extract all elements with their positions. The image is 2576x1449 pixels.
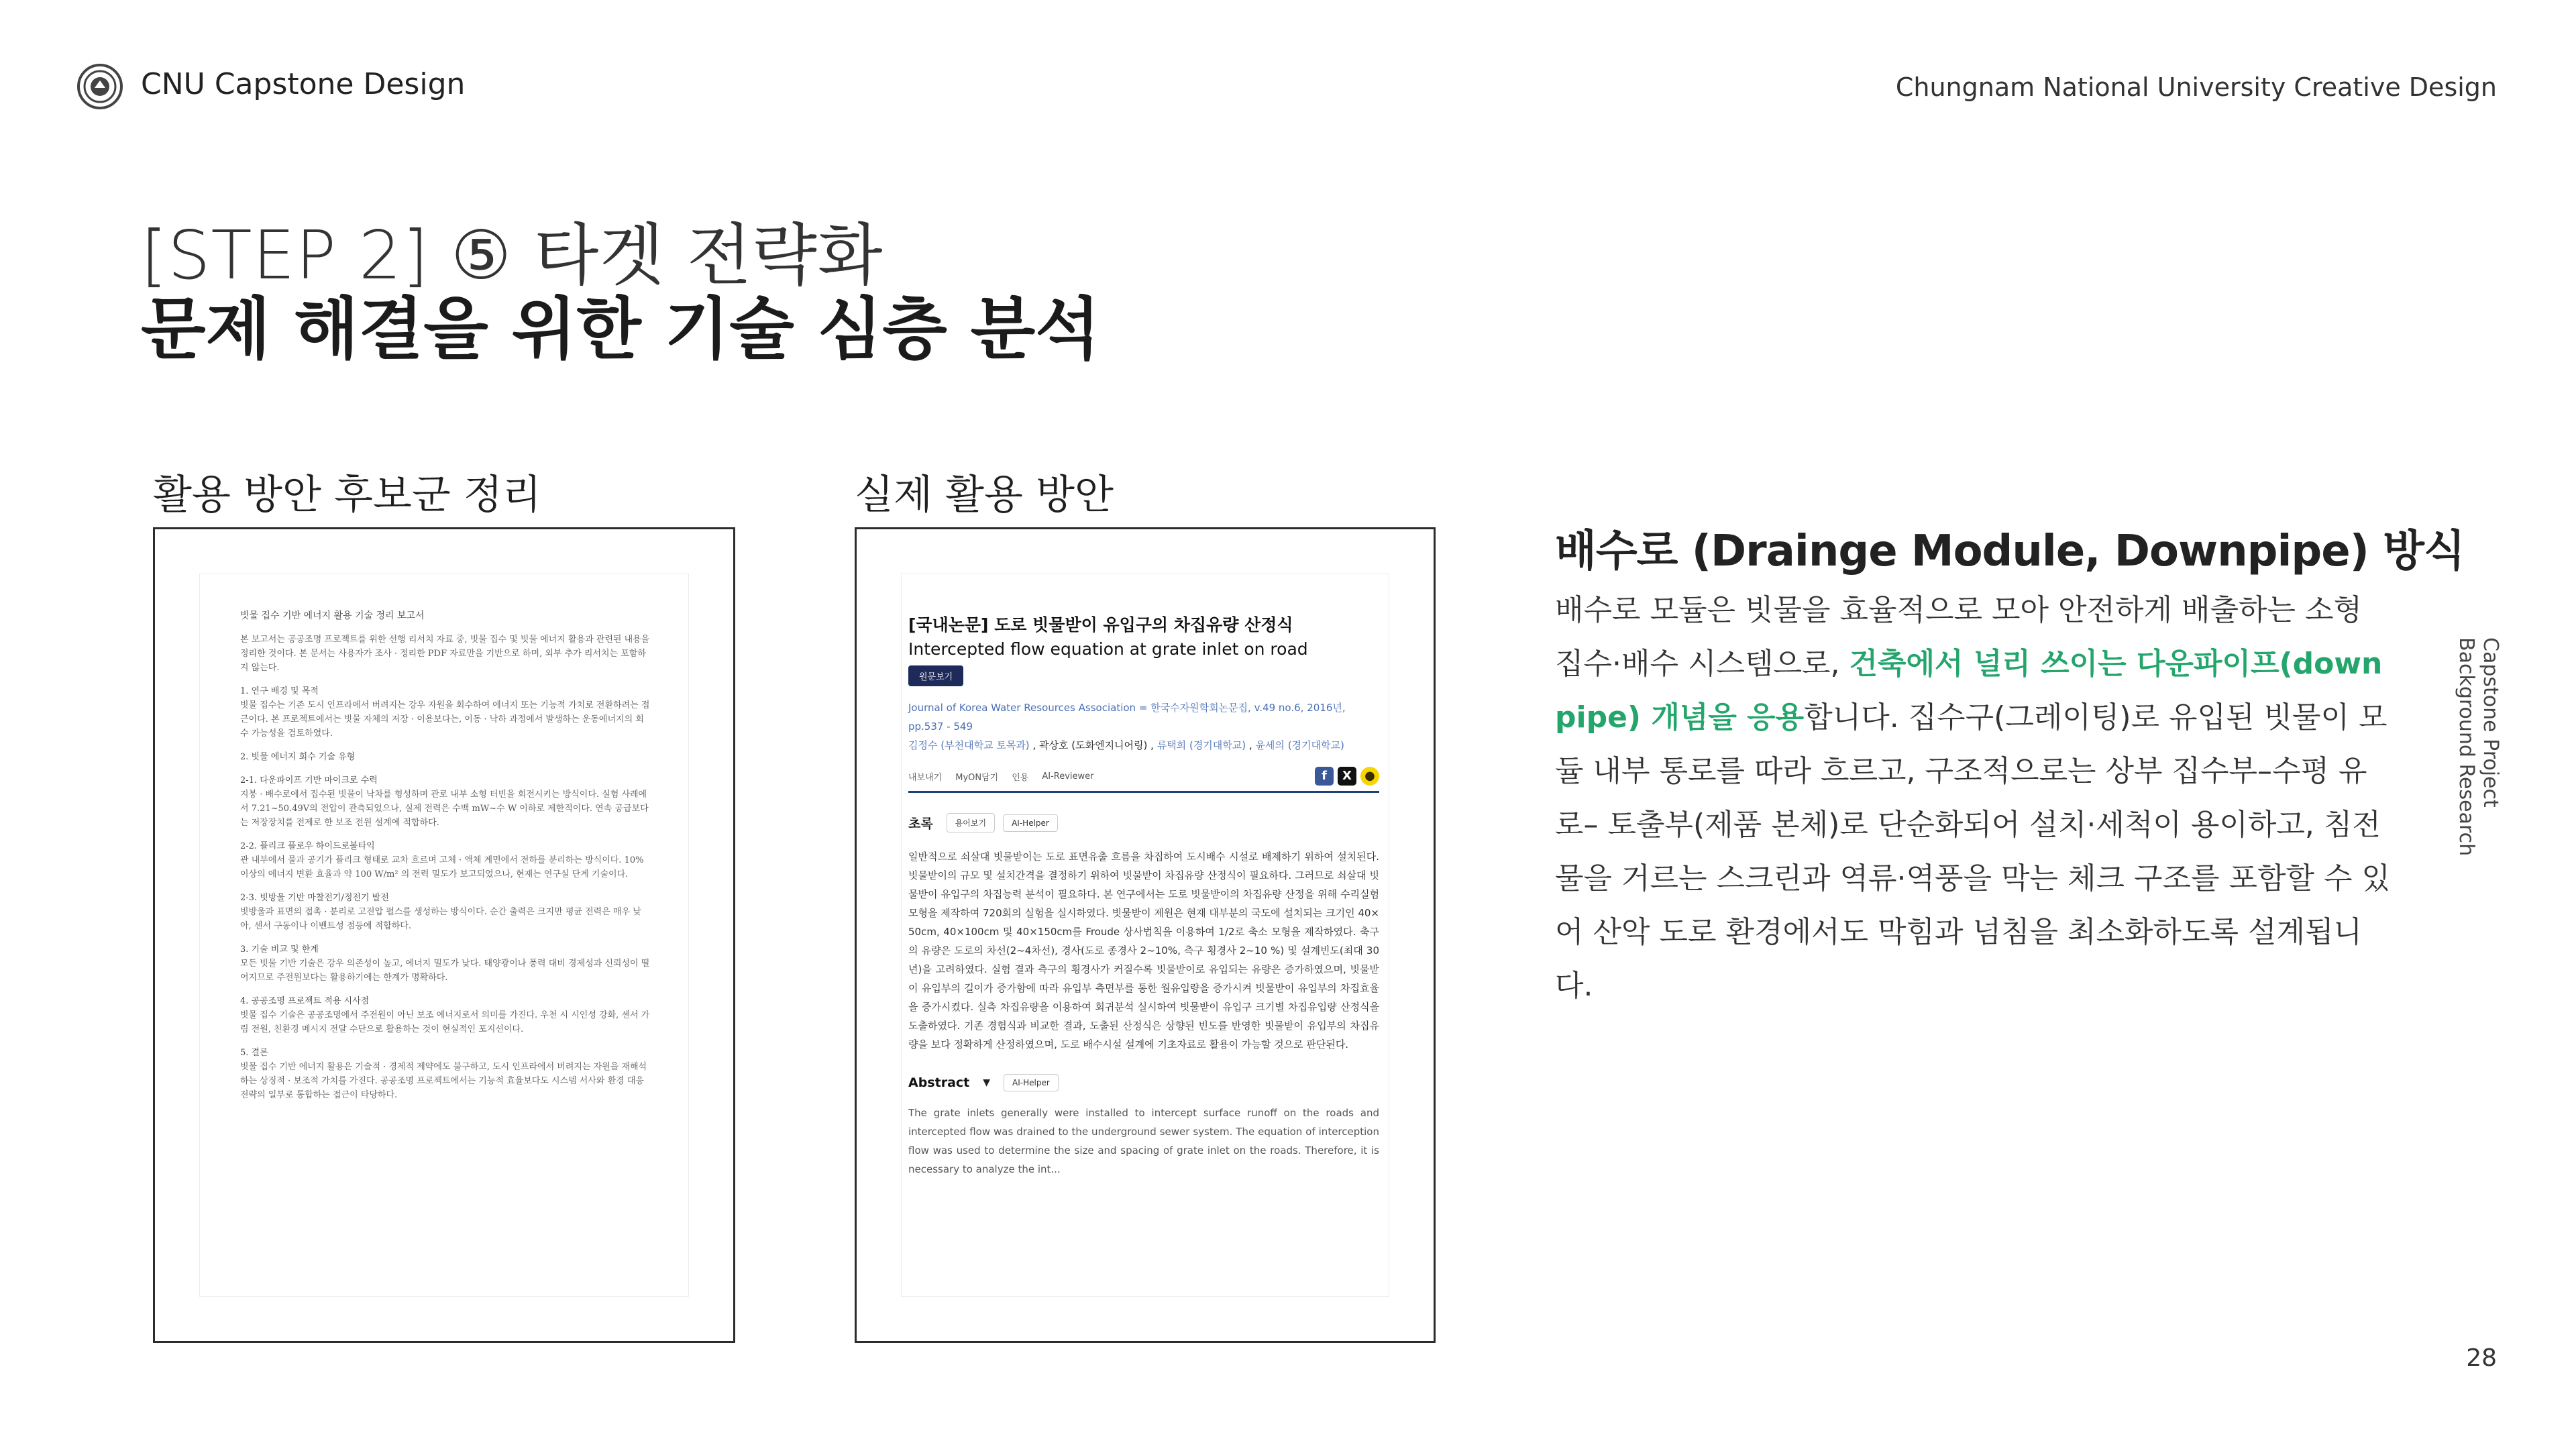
facebook-share-icon[interactable]: f	[1315, 767, 1334, 786]
author-link[interactable]: 류택희 (경기대학교)	[1157, 739, 1246, 751]
section-title: 5. 결론	[240, 1048, 268, 1058]
ai-reviewer-button[interactable]: AI-Reviewer	[1042, 771, 1094, 782]
abstract-en-text: The grate inlets generally were installed to intercept surface runoff on the roads and intercepted flow was drained to the underground sewer system. The equation of interception flow was used to determine the size and spacing of grate inlet on the roads. Therefore, it is necessary to analyze the int...	[908, 1107, 1379, 1175]
kakao-share-icon[interactable]: ●	[1360, 767, 1379, 786]
view-original-button[interactable]: 원문보기	[908, 665, 963, 686]
side-label-line1: Capstone Project	[2479, 637, 2502, 808]
chevron-down-icon[interactable]: ▼	[983, 1077, 991, 1088]
paper-title-en: Intercepted flow equation at grate inlet on road	[908, 639, 1308, 659]
document-section	[240, 750, 651, 764]
paper-title-ko: [국내논문] 도로 빗물받이 유입구의 차집유량 산정식	[908, 615, 1293, 635]
section-title: 3. 기술 비교 및 한계	[240, 945, 319, 955]
section-body: 빗물 집수는 기존 도시 인프라에서 버려지는 강우 자원을 회수하여 에너지 또는 기능적 가치로 전환하려는 접근이다. 본 프로젝트에서는 빗물 자체의 저장 · 이용보다는, 이동 · 낙하 과정에서 발생하는 운동에너지의 회수 가능성을 검토하였다.	[240, 700, 650, 739]
section-title: 2. 빗물 에너지 회수 기술 유형	[240, 752, 356, 762]
section-title: 1. 연구 배경 및 목적	[240, 686, 319, 696]
document-section	[240, 684, 651, 741]
cnu-logo-icon	[76, 63, 123, 110]
document-section	[240, 943, 651, 985]
brand-name: CNU Capstone Design	[141, 67, 466, 101]
paper-toolbar	[908, 767, 1379, 793]
section-body: 빗물 집수 기술은 공공조명에서 주전원이 아닌 보조 에너지로서 의미를 가진다. 우천 시 시인성 강화, 센서 가림 전원, 친환경 메시지 전달 수단으로 활용하는 것이 현실적인 포지션이다.	[240, 1010, 650, 1034]
document-section	[240, 994, 651, 1036]
document-section	[240, 773, 651, 830]
candidate-summary-caption: 활용 방안 후보군 정리	[153, 472, 541, 519]
document-section	[240, 839, 651, 881]
actual-application-caption: 실제 활용 방안	[855, 472, 1114, 519]
section-title: 2-2. 플리크 플로우 하이드로볼타익	[240, 841, 375, 851]
document-intro: 본 보고서는 공공조명 프로젝트를 위한 선행 리서치 자료 중, 빗물 집수 및 빗물 에너지 활용과 관련된 내용을 정리한 것이다. 본 문서는 사용자가 조사 · 정리한 PDF 자료만을 기반으로 하며, 외부 추가 리서치는 포함하지 않는다.	[240, 635, 650, 673]
description-text-end: 합니다. 집수구(그레이팅)로 유입된 빗물이 모듈 내부 통로를 따라 흐르고, 구조적으로는 상부 집수부–수평 유로– 토출부(제품 본체)로 단순화되어 설치·세척이 용이하고, 침전물을 거르는 스크린과 역류·역풍을 막는 체크 구조를 포함할 수 있어 산악 도로 환경에서도 막힘과 넘침을 최소화하도록 설계됩니다.	[1555, 700, 2390, 1003]
author-link[interactable]: 김정수 (부천대학교 토목과)	[908, 739, 1030, 751]
section-title: 2-1. 다운파이프 기반 마이크로 수력	[240, 775, 378, 786]
ai-helper-button[interactable]: AI-Helper	[1003, 814, 1058, 832]
document-sections	[240, 684, 651, 1102]
document-section	[240, 1046, 651, 1102]
side-label	[2453, 637, 2506, 857]
side-label-line2: Background Research	[2455, 637, 2478, 857]
myon-save-button[interactable]: MyON담기	[955, 772, 999, 783]
document-section	[240, 891, 651, 933]
ai-helper-en-button[interactable]: AI-Helper	[1004, 1074, 1059, 1091]
paper-page	[901, 574, 1389, 1297]
journal-info: Journal of Korea Water Resources Association = 한국수자원학회논문집, v.49 no.6, 2016년, pp.537 - 549	[908, 702, 1346, 733]
section-body: 빗방울과 표면의 접촉 · 분리로 고전압 펄스를 생성하는 방식이다. 순간 출력은 크지만 평균 전력은 매우 낮아, 센서 구동이나 이벤트성 점등에 적합하다.	[240, 907, 641, 931]
description-text: 배수로 모듈은 빗물을 효율적으로 모아 안전하게 배출하는 소형 집수·배수 시스템으로,	[1555, 593, 2363, 681]
document-title: 빗물 집수 기반 에너지 활용 기술 정리 보고서	[240, 610, 425, 621]
abstract-ko-text: 일반적으로 쇠살대 빗물받이는 도로 표면유출 흐름을 차집하여 도시배수 시설로 배제하기 위하여 설치된다. 빗물받이의 규모 및 설치간격을 결정하기 위하여 빗물받이 차집유량 산정식이 필요하다. 그러므로 쇠살대 빗물받이 유입구의 차집능력 분석이 필요하다. 본 연구에서는 도로 빗물받이의 차집유량 산정을 위해 수리실험모형을 제작하여 720회의 실험을 실시하였다. 빗물받이 제원은 현재 대부분의 국도에 설치되는 크기인 40×50cm, 40×100cm 및 40×150cm를 Froude 상사법칙을 이용하여 1/2로 축소 모형을 제작하였다. 축구의 유량은 도로의 차선(2~4차선), 경사(도로 종경사 2~10%, 측구 횡경사 2~10 %) 및 설계빈도(최대 30년)을 고려하였다. 실험 결과 측구의 횡경사가 커질수록 빗물받이로 유입되는 유량은 증가하였으며, 빗물받이 유입부의 길이가 증가함에 따라 유입부 측면부를 통한 월유입량을 증가시켜 빗물받이 유입부의 차집효율을 증가시켰다. 실측 차집유량을 이용하여 회귀분석 실시하여 빗물받이 유입구 크기별 차집유입량 산정식을 도출하였다. 기존 경험식과 비교한 결과, 도출된 산정식은 상향된 빈도를 반영한 빗물받이 유입부의 차집유량을 보다 정확하게 산정하였으며, 도로 배수시설 설계에 기초자료로 활용이 가능할 것으로 판단된다.	[908, 851, 1379, 1051]
section-body: 관 내부에서 물과 공기가 플리크 형태로 교차 흐르며 고체 · 액체 계면에서 전하를 분리하는 방식이다. 10% 이상의 에너지 변환 효율과 약 100 W/m² 의 전력 밀도가 보고되었으나, 현재는 연구실 단계 기술이다.	[240, 855, 644, 879]
section-body: 지붕 · 배수로에서 집수된 빗물이 낙차를 형성하며 관로 내부 소형 터빈을 회전시키는 방식이다. 실험 사례에서 7.21~50.49V의 전압이 관측되었으나, 실제 전력은 수백 mW~수 W 이하로 제한적이다. 연속 공급보다는 저장장치를 전제로 한 보조 전원 설계에 적합하다.	[240, 790, 649, 828]
paper-screenshot	[855, 527, 1436, 1343]
section-title: 4. 공공조명 프로젝트 적용 시사점	[240, 996, 370, 1006]
section-title: 2-3. 빗방울 기반 마찰전기/정전기 발전	[240, 893, 389, 903]
abstract-ko-label: 초록	[908, 816, 933, 831]
section-body: 모든 빗물 기반 기술은 강우 의존성이 높고, 에너지 밀도가 낮다. 태양광이나 풍력 대비 경제성과 신뢰성이 떨어지므로 주전원보다는 활용하기에는 한계가 명확하다.	[240, 959, 650, 983]
drainage-method-heading: 배수로 (Drainge Module, Downpipe) 방식	[1555, 527, 2465, 576]
document-page	[199, 574, 689, 1297]
author-list: 김정수 (부천대학교 토목과) , 곽상호 (도화엔지니어링) , 류택희 (경기대학교) , 윤세의 (경기대학교)	[908, 739, 1344, 751]
section-body: 빗물 집수 기반 에너지 활용은 기술적 · 경제적 제약에도 불구하고, 도시 인프라에서 버려지는 자원을 재해석하는 상징적 · 보조적 가치를 가진다. 공공조명 프로젝트에서는 기능적 효율보다도 시스템 서사와 환경 대응 전략의 일부로 통합하는 접근이 타당하다.	[240, 1062, 647, 1100]
export-button[interactable]: 내보내기	[908, 772, 943, 783]
page-number: 28	[2466, 1344, 2497, 1372]
candidate-summary-document	[153, 527, 735, 1343]
university-name: Chungnam National University Creative Design	[1895, 72, 2497, 102]
description-highlight: 건축에서 널리 쓰이는 다운파이프(downpipe) 개념을 응용	[1555, 647, 2383, 735]
drainage-method-description	[1555, 584, 2394, 1013]
x-share-icon[interactable]: X	[1338, 767, 1356, 786]
step-title: [STEP 2] ⑤ 타겟 전략화	[141, 216, 883, 294]
cite-button[interactable]: 인용	[1012, 772, 1029, 783]
abstract-en-label: Abstract	[908, 1075, 970, 1090]
author-link[interactable]: 윤세의 (경기대학교)	[1255, 739, 1344, 751]
author-link[interactable]: 곽상호 (도화엔지니어링)	[1038, 739, 1148, 751]
page-heading: 문제 해결을 위한 기술 심층 분석	[141, 290, 1100, 368]
term-view-button[interactable]: 용어보기	[947, 813, 995, 833]
